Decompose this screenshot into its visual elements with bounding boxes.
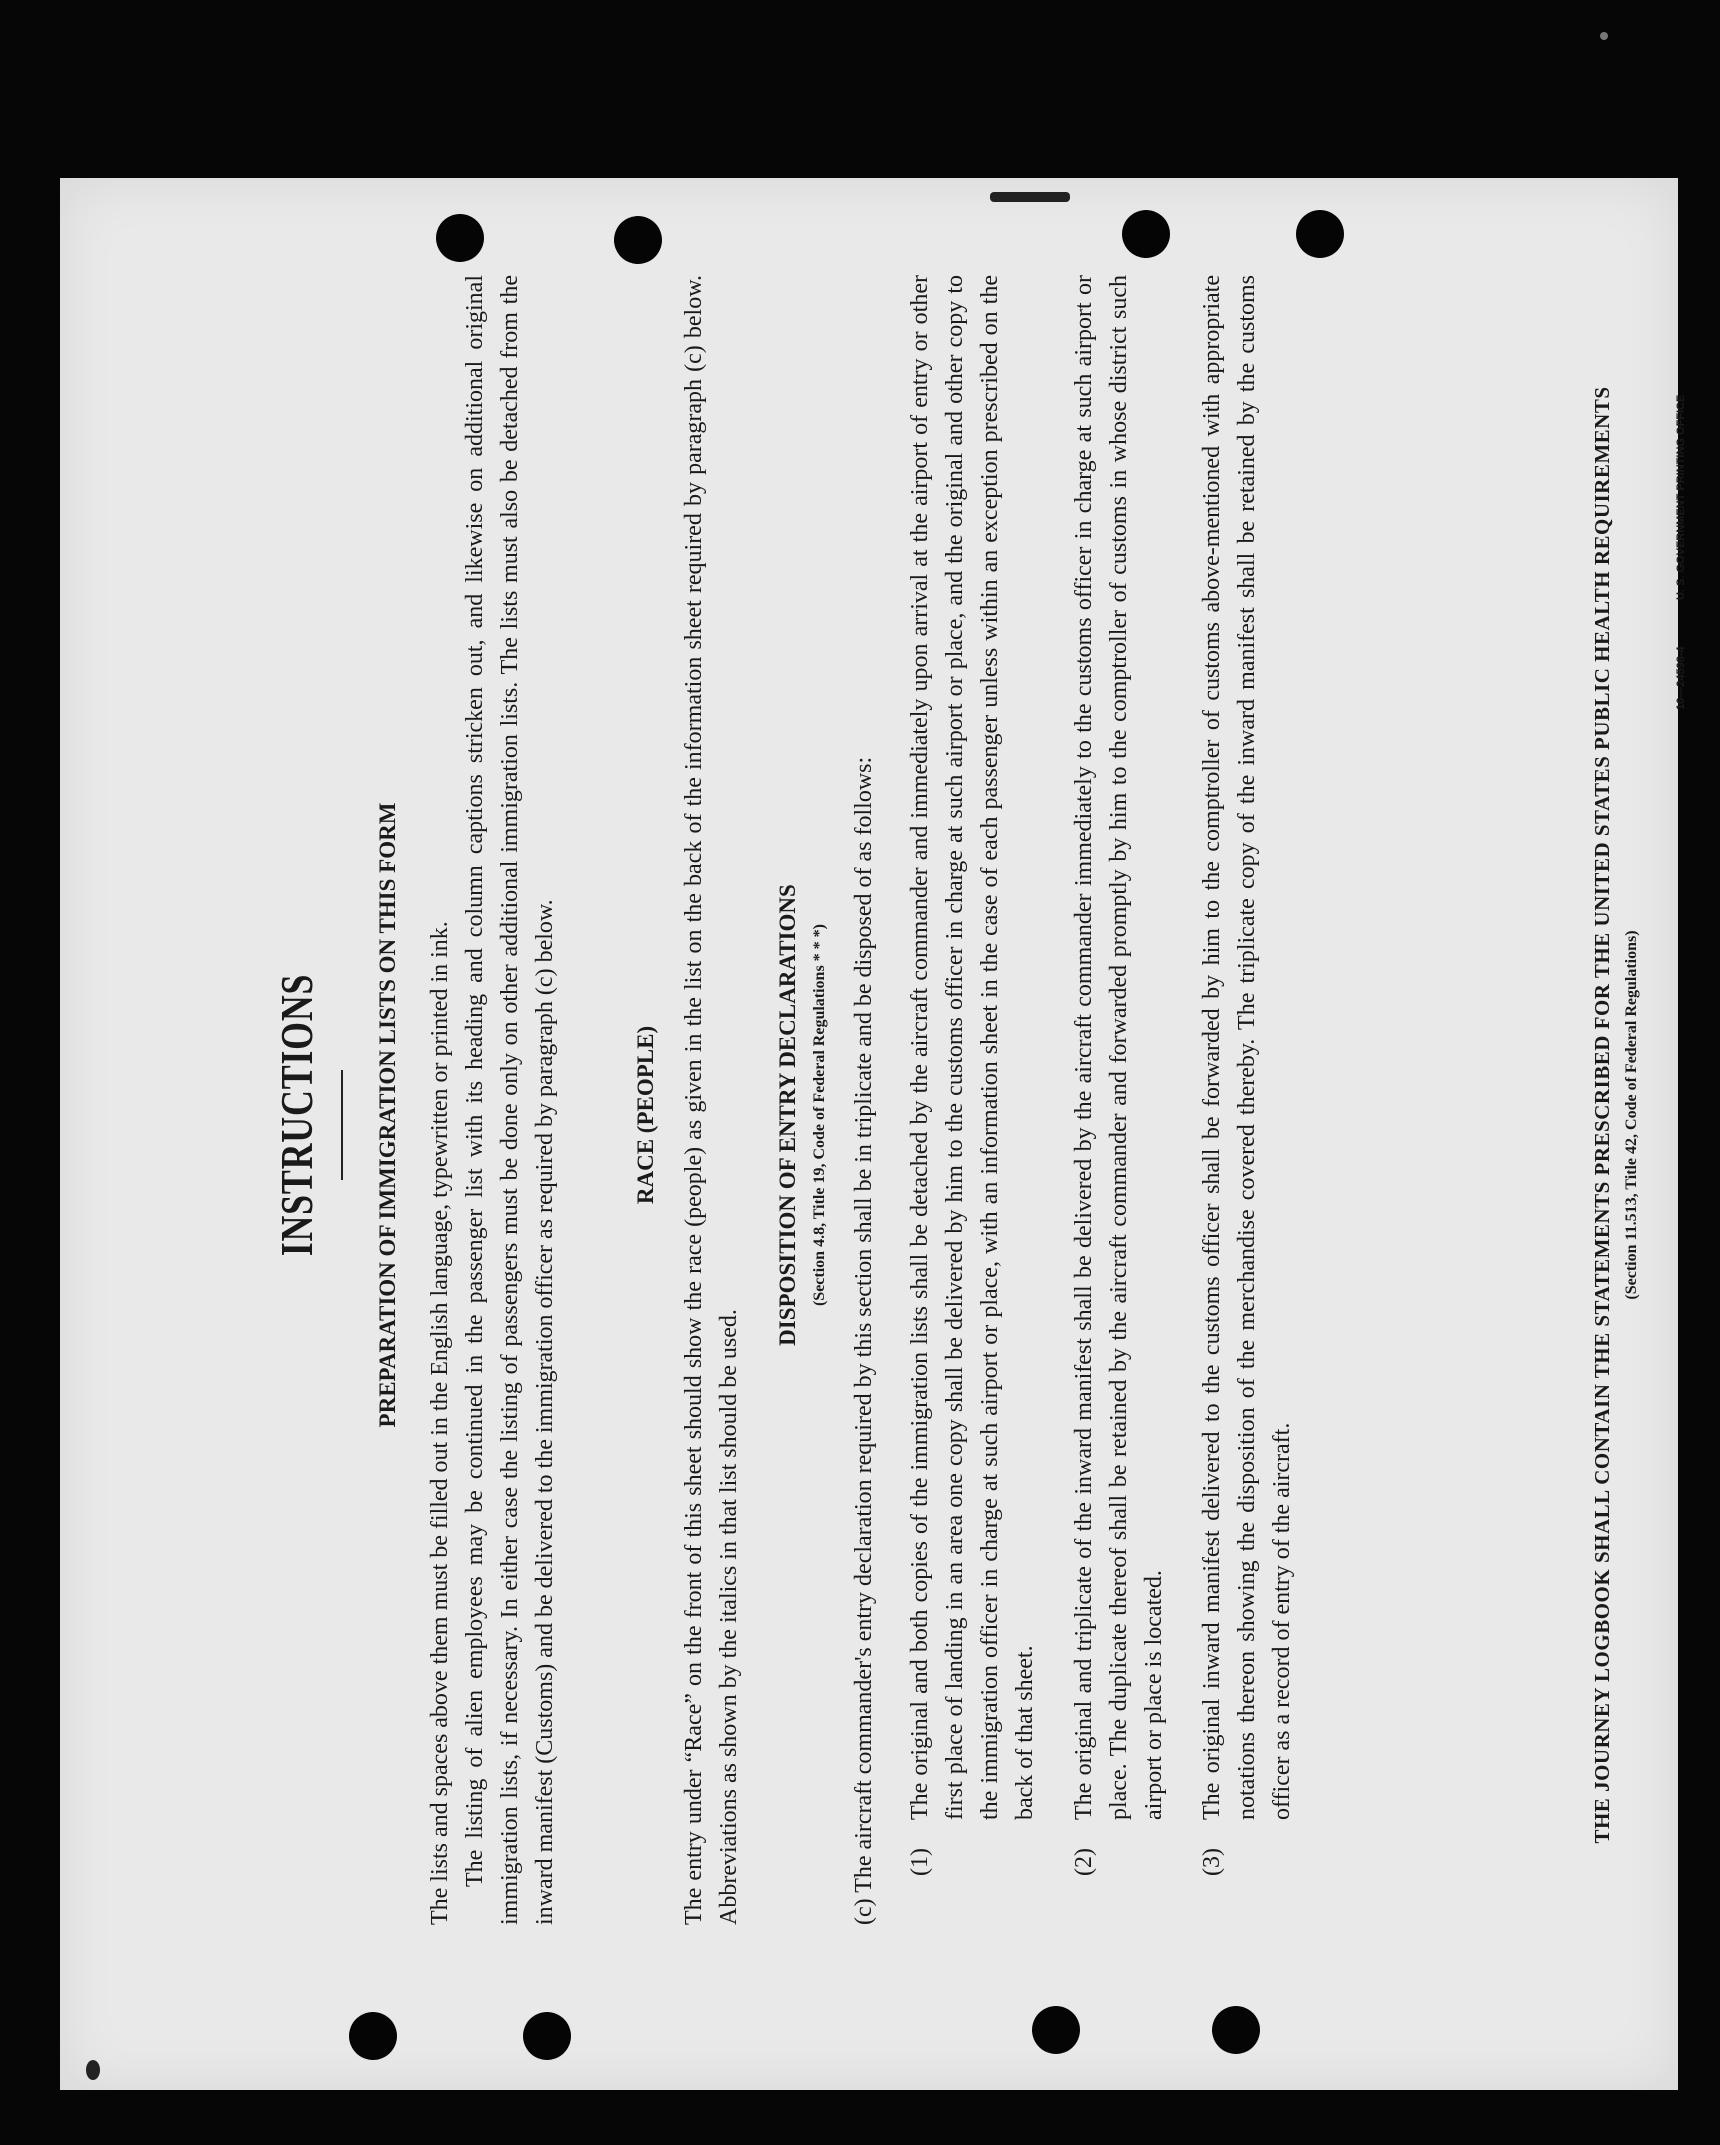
disposition-intro: (c) The aircraft commander's entry declaration required by this section shall be in triplicate and be disposed of as follows: (851, 756, 877, 1925)
item-number: (1) (907, 1848, 933, 1876)
item-number: (3) (1199, 1848, 1225, 1876)
disposition-item-3 (1195, 275, 1300, 1876)
item-text: The original inward manifest delivered to the customs officer shall be forwarded by him to the comptroller of customs above-mentioned with appropriate notations thereon showing the disposition of the merchandise covered thereby. The triplicate copy of the inward manifest shall be retained by the customs officer as a record of entry of the aircraft. (1199, 275, 1295, 1820)
item-text: The original and both copies of the immigration lists shall be detached by the aircraft commander and immediately upon arrival at the airport of entry or other first place of landing in an area one copy shall be delivered by him to the customs officer in charge at such airport or place, and the original and other copy to the immigration officer in charge at such airport or place, with an information sheet in the case of each passenger unless within an exception prescribed on the back of that sheet. (907, 275, 1038, 1820)
disposition-heading: DISPOSITION OF ENTRY DECLARATIONS (775, 884, 800, 1346)
document-title: INSTRUCTIONS (271, 973, 322, 1257)
prep-para-2: The listing of alien employees may be continued in the passenger list with its heading and column captions stricken out, and likewise on additional original immigration lists, if necessary. In either case the listing of passengers must be done only on other additional immigration lists. The lists must also be detached from the inward manifest (Customs) and be delivered to the immigration officer as required by paragraph (c) below. (462, 275, 558, 1925)
form-number: 16—24598-4 (1675, 646, 1687, 710)
race-para: The entry under “Race” on the front of this sheet should show the race (people) as given in the list on the back of the information sheet required by paragraph (c) below. Abbreviations as shown by the italics in that list should be used. (681, 275, 742, 1925)
printer-imprint: U. S. GOVERNMENT PRINTING OFFICE (1675, 394, 1687, 600)
footer-citation: (Section 11.513, Title 42, Code of Federal Regulations) (1623, 930, 1640, 1300)
prep-para-1: The lists and spaces above them must be filled out in the English language, typewritten or printed in ink. (427, 921, 453, 1925)
prep-heading: PREPARATION OF IMMIGRATION LISTS ON THIS FORM (375, 802, 400, 1428)
ink-speck (1600, 32, 1608, 40)
rotated-content (255, 190, 1705, 2040)
disposition-item-1 (903, 275, 1043, 1876)
title-underline (341, 1070, 343, 1180)
ink-speck (86, 2060, 100, 2080)
disposition-item-2 (1067, 275, 1172, 1876)
footer-statement: THE JOURNEY LOGBOOK SHALL CONTAIN THE STATEMENTS PRESCRIBED FOR THE UNITED STATES PUBLIC HEALTH REQUIREMENTS (1590, 386, 1614, 1844)
item-number: (2) (1071, 1848, 1097, 1876)
race-heading: RACE (PEOPLE) (633, 1025, 658, 1205)
disposition-citation: (Section 4.8, Title 19, Code of Federal Regulations * * *) (811, 923, 828, 1307)
item-text: The original and triplicate of the inward manifest shall be delivered by the aircraft commander immediately to the customs officer in charge at such airport or place. The duplicate thereof shall be retained by the aircraft commander and forwarded promptly by him to the comptroller of customs in whose district such airport or place is located. (1071, 275, 1167, 1820)
